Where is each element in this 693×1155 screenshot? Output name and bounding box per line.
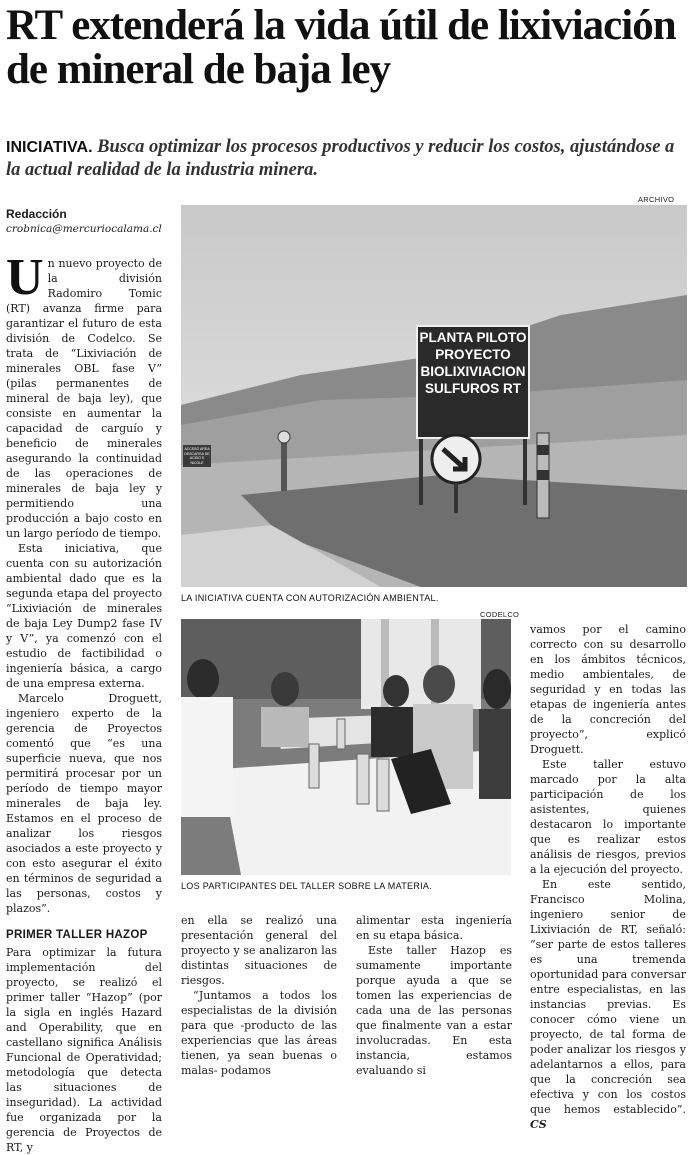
headline: RT extenderá la vida útil de lixiviación de mineral de baja ley	[6, 2, 676, 93]
signoff-mark: CS	[530, 1118, 547, 1131]
photo-pilot-plant	[181, 205, 687, 587]
paragraph-7: alimentar esta ingeniería en su etapa básica.	[356, 914, 512, 942]
paragraph-11-text: En este sentido, Francisco Molina, ingeniero senior de Lixiviación de RT, señaló: “ser parte de estos talleres es una tremenda oportunidad para conversar entre especialistas, en las instancias previas. Es conocer cómo viene un proyecto, de tal forma de poder analizar los riesgos y adelantarnos a ellos, para que la concreción sea efectiva y con los costos que hemos establecido”.	[530, 878, 687, 1116]
paragraph-9: vamos por el camino correcto con su desarrollo en los ámbitos técnicos, medio ambientales, de seguridad y en todas las etapas de ingeniería antes de la concreción del proyecto”, explicó Droguett.	[530, 623, 686, 756]
paragraph-11	[530, 877, 686, 1132]
column-2	[181, 913, 337, 1078]
column-3	[356, 913, 512, 1078]
deck	[6, 136, 686, 181]
drop-cap: U	[6, 249, 44, 306]
pilot-plant-sign: PLANTA PILOTO PROYECTO BIOLIXIVIACION SULFUROS RT	[419, 330, 527, 396]
byline-email: crobnica@mercuriocalama.cl	[6, 223, 162, 235]
paragraph-10: Este taller estuvo marcado por la alta participación de los asistentes, quienes destacaron lo importante que es realizar estos análisis de riesgos, previos a la ejecución del proyecto.	[530, 758, 686, 876]
photo2-credit: CODELCO	[480, 610, 520, 619]
workshop-image	[181, 619, 511, 875]
byline	[6, 207, 176, 235]
paragraph-1-text: n nuevo proyecto de la división Radomiro Tomic (RT) avanza firme para garantizar el futuro de esta división de Codelco. Se trata de “Lixiviación de minerales OBL fase V” (pilas permanentes de mineral de baja ley), que consiste en aumentar la capacidad de carguío y beneficio de minerales asegurando la continuidad de las operaciones de minerales de baja ley y permitiendo una producción a bajo costo en un largo período de tiempo.	[6, 257, 162, 540]
byline-name: Redacción	[6, 207, 67, 221]
photo1-caption: LA INICIATIVA CUENTA CON AUTORIZACIÓN AMBIENTAL.	[181, 593, 439, 603]
column-4	[530, 622, 686, 1132]
column-1	[6, 249, 162, 1155]
access-sign: ACCESO AREA DESCARGA DE ACIDO E NICOLE	[184, 447, 210, 465]
photo2-caption: LOS PARTICIPANTES DEL TALLER SOBRE LA MATERIA.	[181, 881, 433, 891]
paragraph-4: Para optimizar la futura implementación del proyecto, se realizó el primer taller “Hazop” (por la sigla en inglés Hazard and Operability, que en castellano significa Análisis Funcional de Operatividad; metodología que detecta las situaciones de inseguridad). La actividad fue organizada por la gerencia de Proyectos de RT, y	[6, 946, 162, 1154]
deck-text: Busca optimizar los procesos productivos y reducir los costos, ajustándose a la actual realidad de la industria minera.	[6, 137, 675, 180]
paragraph-1	[6, 249, 162, 541]
deck-kicker: INICIATIVA.	[6, 139, 93, 156]
paragraph-2: Esta iniciativa, que cuenta con su autorización ambiental dado que es la segunda etapa del proyecto “Lixiviación de minerales de baja Ley Dump2 fase IV y V”, ya comenzó con el estudio de factibilidad o ingeniería básica, a cargo de una empresa externa.	[6, 542, 162, 690]
photo1-credit: ARCHIVO	[638, 195, 675, 204]
paragraph-6: “Juntamos a todos los especialistas de la división para que -producto de las experiencias que las áreas tienen, ya sean buenas o malas- podamos	[181, 989, 337, 1077]
photo-workshop	[181, 619, 511, 875]
subhead-hazop: PRIMER TALLER HAZOP	[6, 929, 148, 941]
paragraph-5: en ella se realizó una presentación general del proyecto y se analizaron las distintas situaciones de riesgos.	[181, 914, 337, 987]
paragraph-3: Marcelo Droguett, ingeniero experto de la gerencia de Proyectos comentó que “es una superficie nueva, que nos permitirá procesar por un período de tiempo mayor minerales de baja ley. Estamos en el proceso de analizar los riesgos asociados a este proyecto y con esto asegurar el éxito en términos de seguridad a las personas, costos y plazos”.	[6, 692, 162, 915]
paragraph-8: Este taller Hazop es sumamente importante porque ayuda a que se tomen las experiencias de cada una de las personas que finalmente van a estar involucradas. En esta instancia, estamos evaluando si	[356, 944, 512, 1077]
